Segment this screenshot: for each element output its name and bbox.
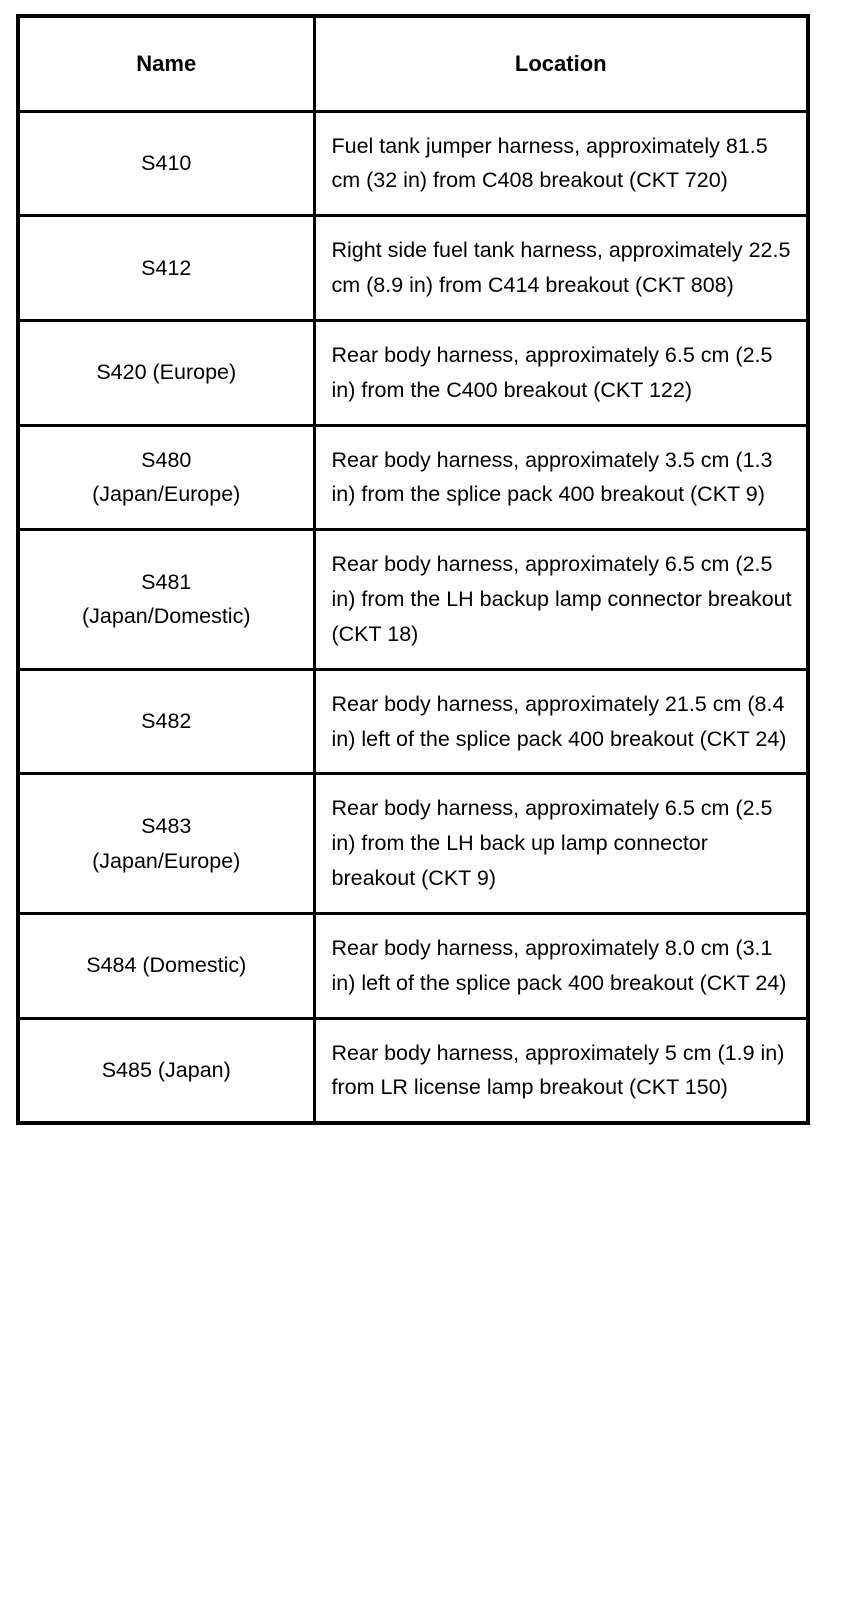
cell-location: Rear body harness, approximately 6.5 cm (2.5 in) from the LH back up lamp connector breakout (CKT 9) bbox=[314, 774, 808, 913]
cell-location: Rear body harness, approximately 8.0 cm (3.1 in) left of the splice pack 400 breakout (CKT 24) bbox=[314, 913, 808, 1018]
cell-location: Rear body harness, approximately 6.5 cm (2.5 in) from the C400 breakout (CKT 122) bbox=[314, 320, 808, 425]
name-line: S481 bbox=[141, 569, 192, 594]
name-line: S412 bbox=[141, 255, 192, 280]
name-line: S484 (Domestic) bbox=[86, 953, 247, 978]
name-line: (Japan/Europe) bbox=[92, 482, 241, 507]
name-line: S410 bbox=[141, 151, 192, 176]
cell-location: Fuel tank jumper harness, approximately 81.5 cm (32 in) from C408 breakout (CKT 720) bbox=[314, 111, 808, 216]
table-row bbox=[18, 111, 808, 216]
cell-location: Right side fuel tank harness, approximately 22.5 cm (8.9 in) from C414 breakout (CKT 808) bbox=[314, 216, 808, 321]
table-row bbox=[18, 774, 808, 913]
cell-name bbox=[18, 320, 314, 425]
cell-name bbox=[18, 425, 314, 530]
cell-name bbox=[18, 1018, 314, 1123]
cell-name bbox=[18, 669, 314, 774]
name-line: S420 (Europe) bbox=[96, 360, 237, 385]
cell-name bbox=[18, 913, 314, 1018]
table-row bbox=[18, 320, 808, 425]
table-row bbox=[18, 425, 808, 530]
cell-location: Rear body harness, approximately 21.5 cm (8.4 in) left of the splice pack 400 breakout (CKT 24) bbox=[314, 669, 808, 774]
name-line: S480 bbox=[141, 447, 192, 472]
table-body bbox=[18, 111, 808, 1123]
name-line: (Japan/Europe) bbox=[92, 848, 241, 873]
cell-location: Rear body harness, approximately 5 cm (1.9 in) from LR license lamp breakout (CKT 150) bbox=[314, 1018, 808, 1123]
table-header-row bbox=[18, 16, 808, 111]
name-line: S483 bbox=[141, 813, 192, 838]
splice-location-table bbox=[16, 14, 810, 1125]
table-header bbox=[18, 16, 808, 111]
cell-name bbox=[18, 216, 314, 321]
name-line: S485 (Japan) bbox=[101, 1057, 231, 1082]
table-row bbox=[18, 216, 808, 321]
column-header-location: Location bbox=[314, 16, 808, 111]
table-row bbox=[18, 913, 808, 1018]
name-line: S482 bbox=[141, 709, 192, 734]
cell-name bbox=[18, 774, 314, 913]
cell-location: Rear body harness, approximately 6.5 cm (2.5 in) from the LH backup lamp connector breakout (CKT 18) bbox=[314, 530, 808, 669]
table-row bbox=[18, 669, 808, 774]
name-line: (Japan/Domestic) bbox=[82, 604, 251, 629]
table-row bbox=[18, 530, 808, 669]
cell-name bbox=[18, 111, 314, 216]
cell-name bbox=[18, 530, 314, 669]
table-row bbox=[18, 1018, 808, 1123]
cell-location: Rear body harness, approximately 3.5 cm (1.3 in) from the splice pack 400 breakout (CKT 9) bbox=[314, 425, 808, 530]
column-header-name: Name bbox=[18, 16, 314, 111]
